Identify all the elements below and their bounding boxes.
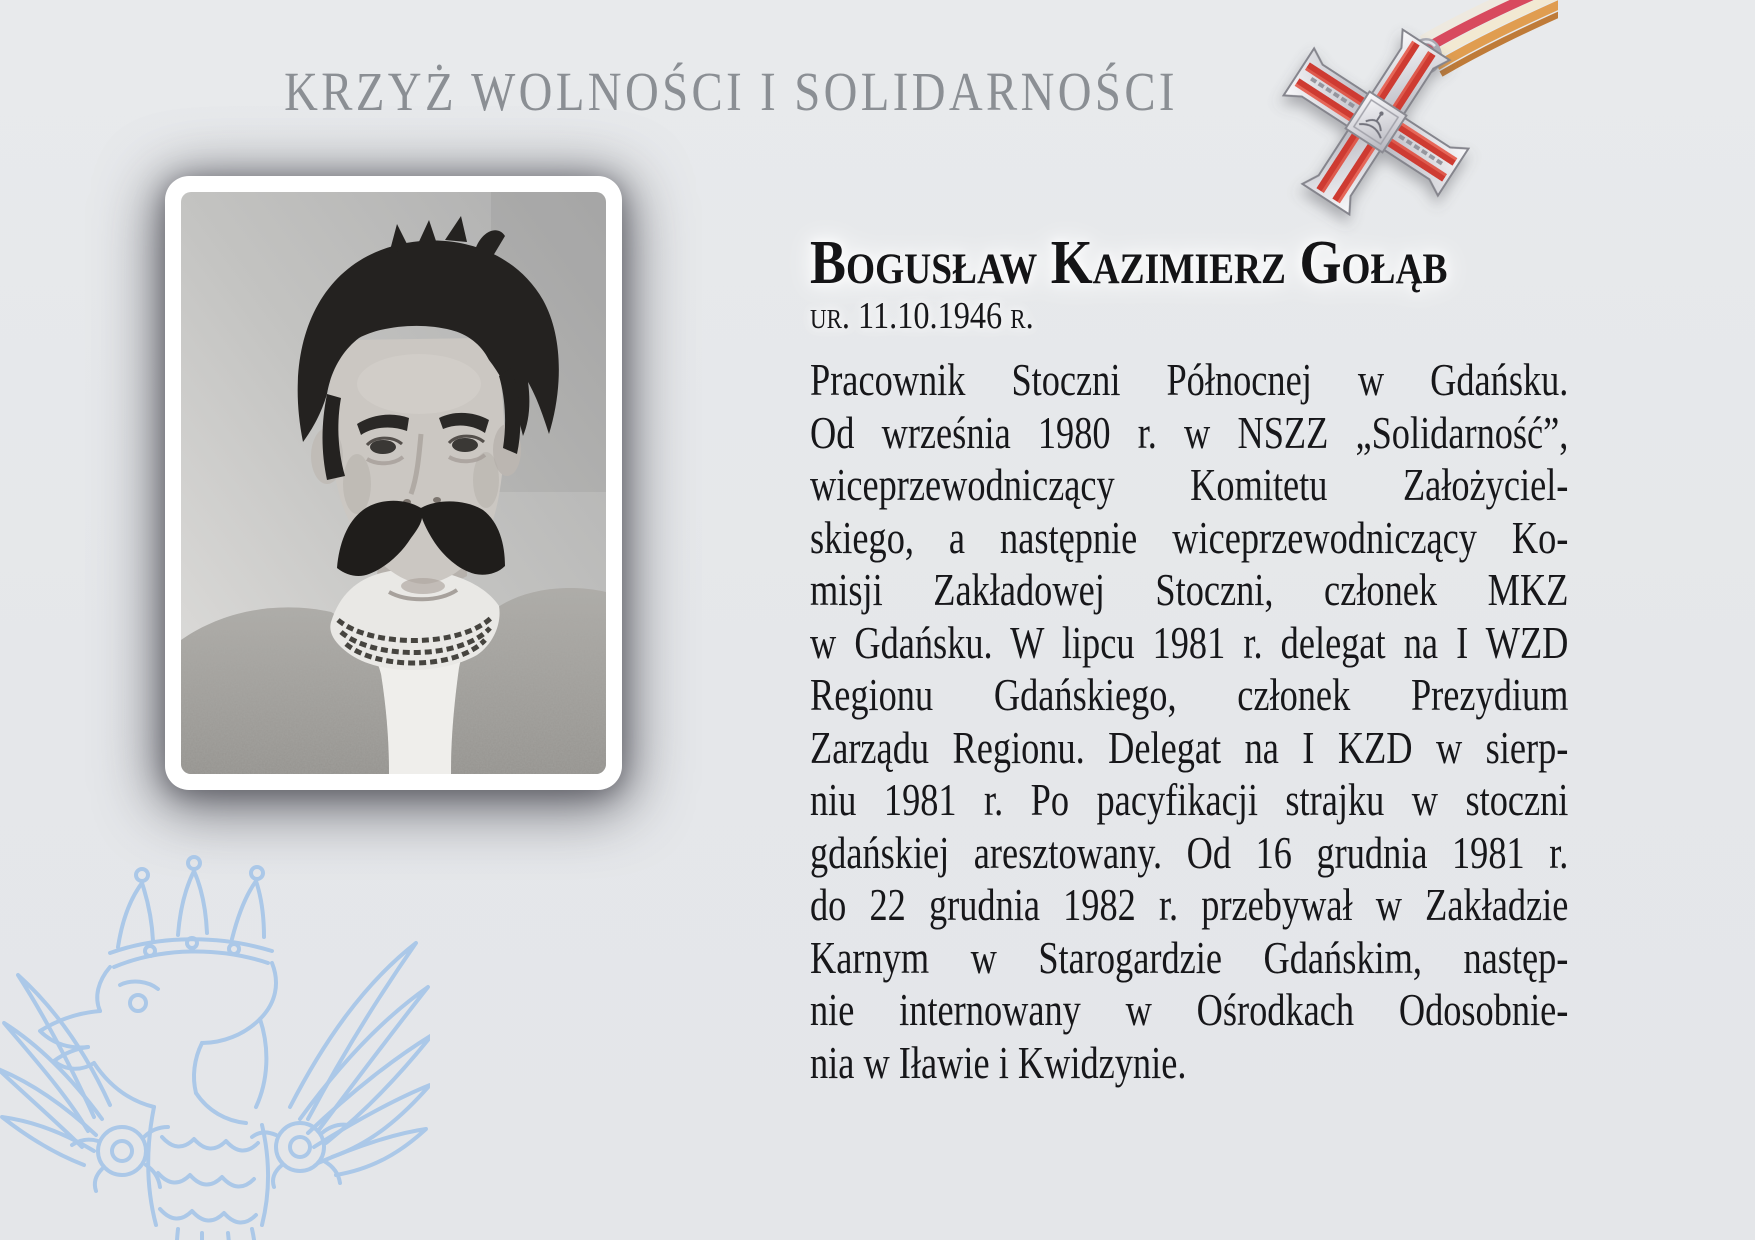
bio-line: do 22 grudnia 1982 r. przebywał w Zakładzie bbox=[810, 879, 1569, 930]
polish-eagle-watermark-icon bbox=[0, 835, 430, 1240]
person-name: Bogusław Kazimierz Gołąb bbox=[810, 229, 1448, 297]
bio-line: Zarządu Regionu. Delegat na I KZD w sierp- bbox=[810, 721, 1569, 773]
bio-line: niu 1981 r. Po pacyfikacji strajku w stoczni bbox=[810, 774, 1569, 825]
bio-line: nie internowany w Ośrodkach Odosobnie- bbox=[810, 984, 1569, 1035]
portrait-photo bbox=[165, 176, 622, 790]
eagle-crown bbox=[110, 857, 272, 967]
medal-cross-icon bbox=[1218, 0, 1558, 236]
eagle-left-wing bbox=[0, 975, 110, 1165]
eagle-outline-svg bbox=[0, 835, 430, 1240]
bio-line: Karnym w Starogardzie Gdańskim, następ- bbox=[810, 931, 1569, 983]
page-title: KRZYŻ WOLNOŚCI I SOLIDARNOŚCI bbox=[284, 61, 1178, 122]
portrait-illustration bbox=[181, 192, 606, 774]
bio-line: misji Zakładowej Stoczni, członek MKZ bbox=[810, 564, 1569, 615]
bio-line: Regionu Gdańskiego, członek Prezydium bbox=[810, 669, 1569, 720]
eagle-right-wing bbox=[290, 943, 430, 1175]
bio-text bbox=[810, 354, 1568, 1089]
portrait-photo-image bbox=[181, 192, 606, 774]
bio-line: wiceprzewodniczący Komitetu Założyciel- bbox=[810, 459, 1569, 510]
bio-line: Pracownik Stoczni Północnej w Gdańsku. bbox=[810, 354, 1569, 405]
bio-line: nia w Iławie i Kwidzynie. bbox=[810, 1036, 1187, 1088]
birth-date: ur. 11.10.1946 r. bbox=[810, 295, 1034, 337]
bio-line: skiego, a następnie wiceprzewodniczący Ko- bbox=[810, 511, 1569, 563]
medal-cross-svg bbox=[1218, 0, 1558, 236]
bio-line: gdańskiej aresztowany. Od 16 grudnia 1981 r. bbox=[810, 826, 1569, 878]
bio-line: w Gdańsku. W lipcu 1981 r. delegat na I WZD bbox=[810, 616, 1569, 668]
bio-line: Od września 1980 r. w NSZZ „Solidarność”, bbox=[810, 406, 1569, 458]
